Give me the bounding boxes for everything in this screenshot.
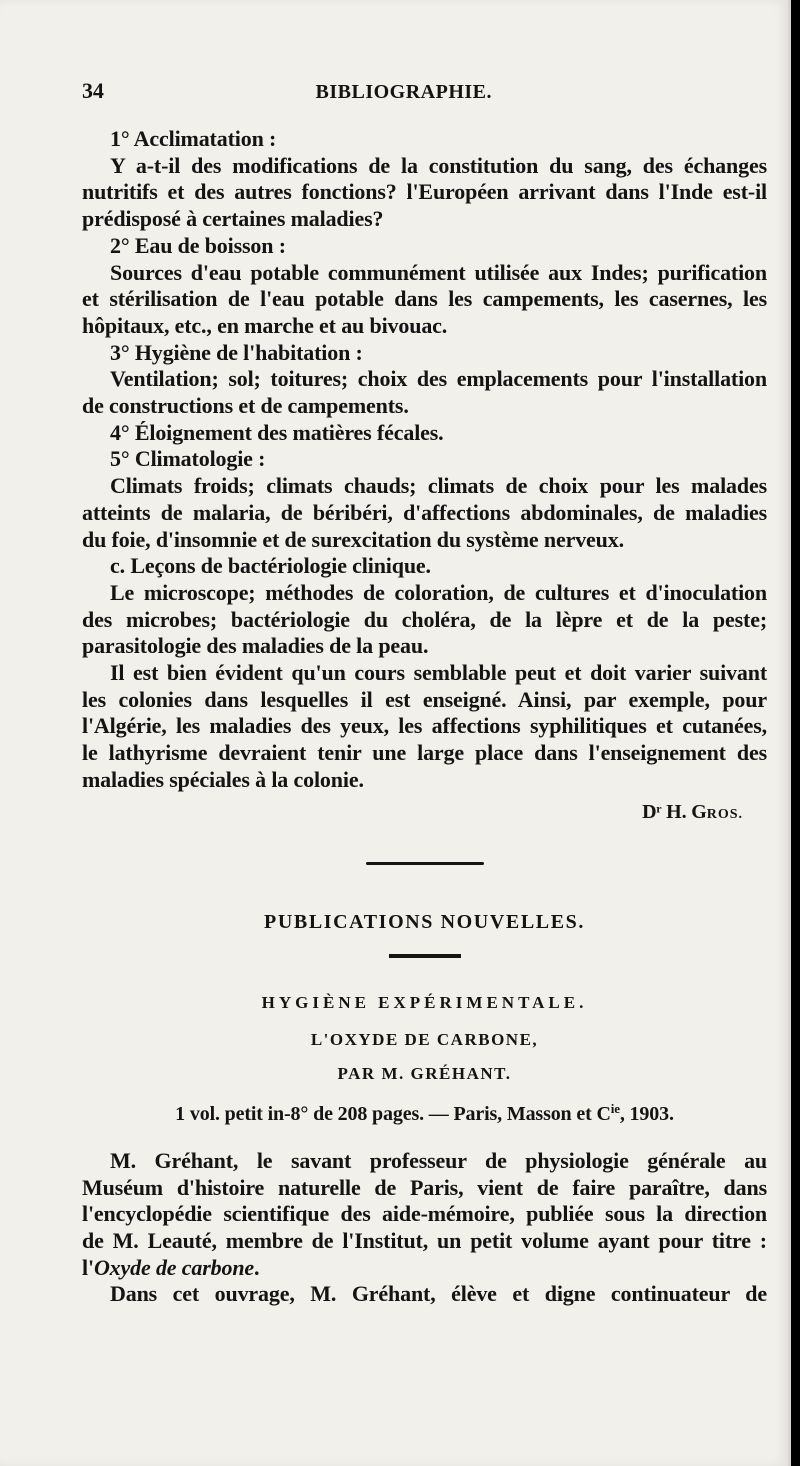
pub-info-b: , 1903. bbox=[619, 1103, 674, 1126]
section-divider bbox=[366, 862, 484, 865]
paragraph-line: parasitologie des maladies de la peau. bbox=[82, 633, 429, 659]
paragraph-line: Climats froids; climats chauds; climats de choix pour les malades bbox=[110, 473, 767, 499]
paragraph-line: de constructions et de campements. bbox=[82, 393, 409, 419]
section-heading-climatologie: 5° Climatologie : bbox=[110, 446, 266, 472]
page-content bbox=[82, 78, 767, 1308]
running-title: BIBLIOGRAPHIE. bbox=[315, 81, 492, 103]
publication-info bbox=[82, 1096, 767, 1128]
paragraph-line bbox=[82, 1255, 767, 1282]
paragraph-line: nutritifs et des autres fonctions? l'Européen arrivant dans l'Inde est-il bbox=[82, 179, 767, 205]
paragraph-line: le lathyrisme devraient tenir une large place dans l'enseignement des bbox=[82, 740, 767, 766]
author-signature bbox=[82, 799, 767, 829]
review-title-suffix: . bbox=[254, 1254, 260, 1280]
page-header bbox=[82, 78, 767, 108]
book-title: L'OXYDE DE CARBONE, bbox=[310, 1029, 539, 1049]
paragraph-line: Dans cet ouvrage, M. Gréhant, élève et digne continuateur de bbox=[110, 1281, 767, 1307]
paragraph-line: Y a-t-il des modifications de la constitution du sang, des échanges bbox=[110, 152, 767, 178]
signature-rest: ROS. bbox=[706, 806, 743, 822]
paragraph-line: des microbes; bactériologie du choléra, de la lèpre et de la peste; bbox=[82, 606, 767, 632]
review-book-title: Oxyde de carbone bbox=[93, 1254, 255, 1280]
page-number: 34 bbox=[82, 78, 104, 103]
paragraph-line: maladies spéciales à la colonie. bbox=[82, 766, 364, 792]
pub-info-a: 1 vol. petit in-8° de 208 pages. — Paris, Masson et C bbox=[175, 1103, 611, 1126]
title-underline bbox=[389, 954, 461, 958]
paragraph-line: de M. Leauté, membre de l'Institut, un petit volume ayant pour titre : bbox=[82, 1227, 767, 1253]
paragraph-line: Sources d'eau potable communément utilisée aux Indes; purification bbox=[110, 259, 767, 285]
paragraph-line: Le microscope; méthodes de coloration, de cultures et d'inoculation bbox=[110, 579, 767, 605]
paragraph-line: Ventilation; sol; toitures; choix des emplacements pour l'installation bbox=[110, 366, 767, 392]
section-heading-eau-de-boisson: 2° Eau de boisson : bbox=[110, 232, 286, 258]
paragraph-line: hôpitaux, etc., en marche et au bivouac. bbox=[82, 312, 448, 338]
paragraph-line: prédisposé à certaines maladies? bbox=[82, 206, 384, 232]
section-heading-bacteriologie: c. Leçons de bactériologie clinique. bbox=[110, 553, 431, 579]
paragraph-line: M. Gréhant, le savant professeur de physiologie générale au bbox=[110, 1147, 767, 1173]
section-heading-hygiene-habitation: 3° Hygiène de l'habitation : bbox=[110, 339, 363, 365]
signature-prefix: Dʳ H. G bbox=[642, 800, 707, 823]
paragraph-line: du foie, d'insomnie et de surexcitation du système nerveux. bbox=[82, 526, 624, 552]
paragraph-line: l'encyclopédie scientifique des aide-mémoire, publiée sous la direction bbox=[82, 1201, 767, 1227]
paragraph-line: Muséum d'histoire naturelle de Paris, vient de faire paraître, dans bbox=[82, 1174, 767, 1200]
review-title-prefix: l' bbox=[82, 1254, 94, 1280]
paragraph-line: et stérilisation de l'eau potable dans les campements, les casernes, les bbox=[82, 286, 767, 312]
paragraph-line: atteints de malaria, de béribéri, d'affections abdominales, de maladies bbox=[82, 499, 767, 525]
section-heading-eloignement: 4° Éloignement des matières fécales. bbox=[110, 419, 444, 445]
paragraph-line: les colonies dans lesquelles il est enseigné. Ainsi, par exemple, pour bbox=[82, 686, 767, 712]
paragraph-line: l'Algérie, les maladies des yeux, les affections syphilitiques et cutanées, bbox=[82, 713, 767, 739]
publications-section-title: PUBLICATIONS NOUVELLES. bbox=[264, 911, 585, 934]
book-category: HYGIÈNE EXPÉRIMENTALE. bbox=[261, 992, 588, 1012]
section-heading-acclimatation: 1° Acclimatation : bbox=[110, 126, 277, 151]
paragraph-line: Il est bien évident qu'un cours semblable peut et doit varier suivant bbox=[110, 660, 767, 686]
pub-info-sup: ie bbox=[610, 1101, 620, 1117]
book-author: PAR M. GRÉHANT. bbox=[337, 1064, 512, 1084]
